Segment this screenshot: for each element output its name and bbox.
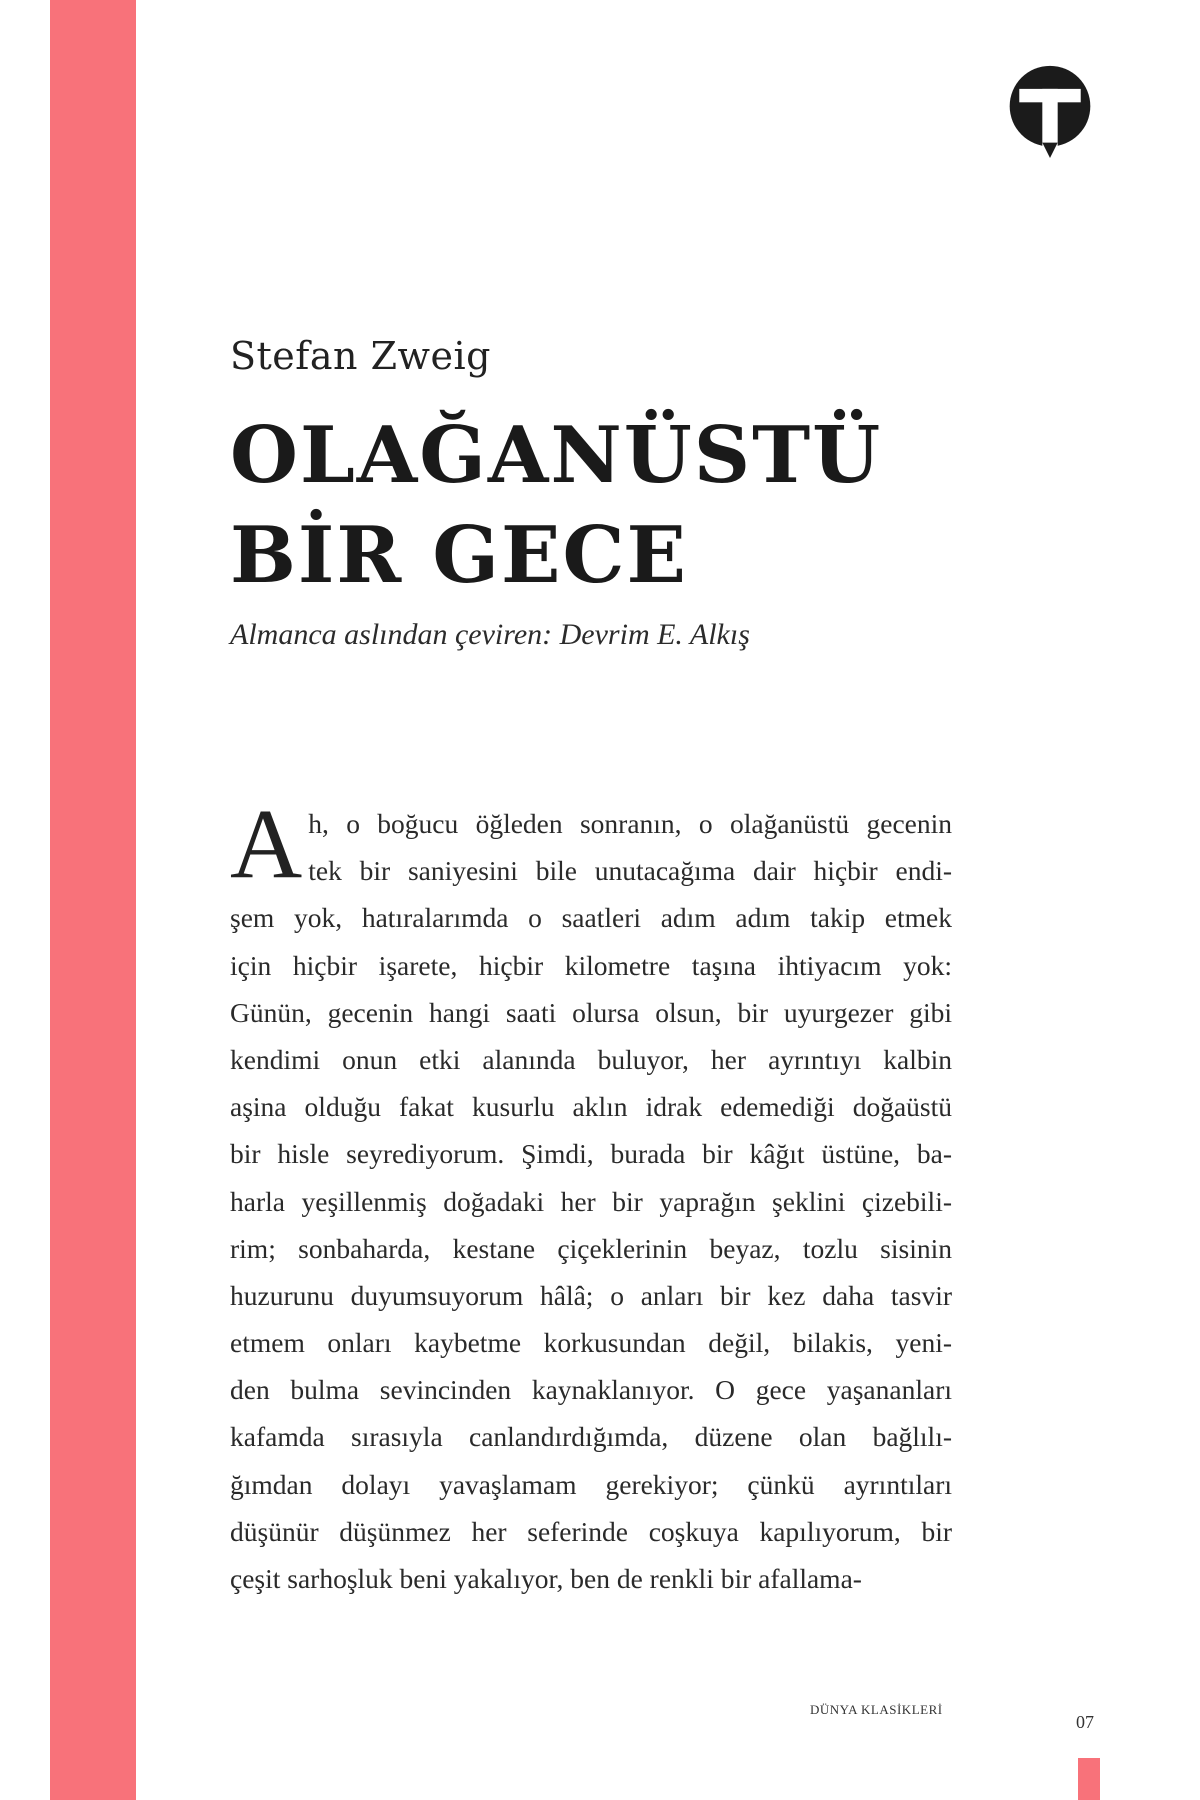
drop-cap: A (230, 800, 303, 895)
translator-credit: Almanca aslından çeviren: Devrim E. Alkış (230, 618, 750, 651)
title-line-2: BİR GECE (230, 510, 688, 601)
book-title (230, 406, 990, 606)
opening-paragraph (230, 800, 952, 894)
body-line: etmem onları kaybetme korkusundan değil, bilakis, yeni- (230, 1327, 952, 1359)
title-line-1: OLAĞANÜSTÜ (230, 410, 883, 501)
body-line: bir hisle seyrediyorum. Şimdi, burada bir kâğıt üstüne, ba- (230, 1138, 952, 1170)
body-line: h, o boğucu öğleden sonranın, o olağanüstü gecenin (308, 808, 952, 839)
body-line: huzurunu duyumsuyorum hâlâ; o anları bir kez daha tasvir (230, 1279, 952, 1311)
body-line: ğımdan dolayı yavaşlamam gerekiyor; çünkü ayrıntıları (230, 1468, 952, 1500)
body-line: için hiçbir işarete, hiçbir kilometre taşına ihtiyacım yok: (230, 949, 952, 981)
body-line: düşünür düşünmez her seferinde coşkuya kapılıyorum, bir (230, 1515, 952, 1547)
body-line: Günün, gecenin hangi saati olursa olsun, bir uyurgezer gibi (230, 996, 952, 1028)
body-line: den bulma sevincinden kaynaklanıyor. O gece yaşananları (230, 1374, 952, 1406)
body-line: rim; sonbaharda, kestane çiçeklerinin beyaz, tozlu sisinin (230, 1232, 952, 1264)
body-line: aşina olduğu fakat kusurlu aklın idrak edemediği doğaüstü (230, 1091, 952, 1123)
body-line: kendimi onun etki alanında buluyor, her ayrıntıyı kalbin (230, 1043, 952, 1075)
body-text (230, 800, 952, 1602)
series-label: DÜNYA KLASİKLERİ (810, 1702, 943, 1717)
body-line: şem yok, hatıralarımda o saatleri adım adım takip etmek (230, 902, 952, 934)
spine-accent-bar (50, 0, 136, 1800)
body-line: kafamda sırasıyla canlandırdığımda, düzene olan bağlılı- (230, 1421, 952, 1453)
body-line: çeşit sarhoşluk beni yakalıyor, ben de renkli bir afallama- (230, 1563, 862, 1594)
author-name: Stefan Zweig (230, 334, 491, 378)
body-line: tek bir saniyesini bile unutacağıma dair hiçbir endi- (308, 855, 952, 887)
body-line: harla yeşillenmiş doğadaki her bir yaprağın şeklini çizebili- (230, 1185, 952, 1217)
page-tab-accent (1078, 1758, 1100, 1800)
publisher-logo-icon (1002, 62, 1098, 158)
page-number: 07 (1076, 1712, 1094, 1732)
